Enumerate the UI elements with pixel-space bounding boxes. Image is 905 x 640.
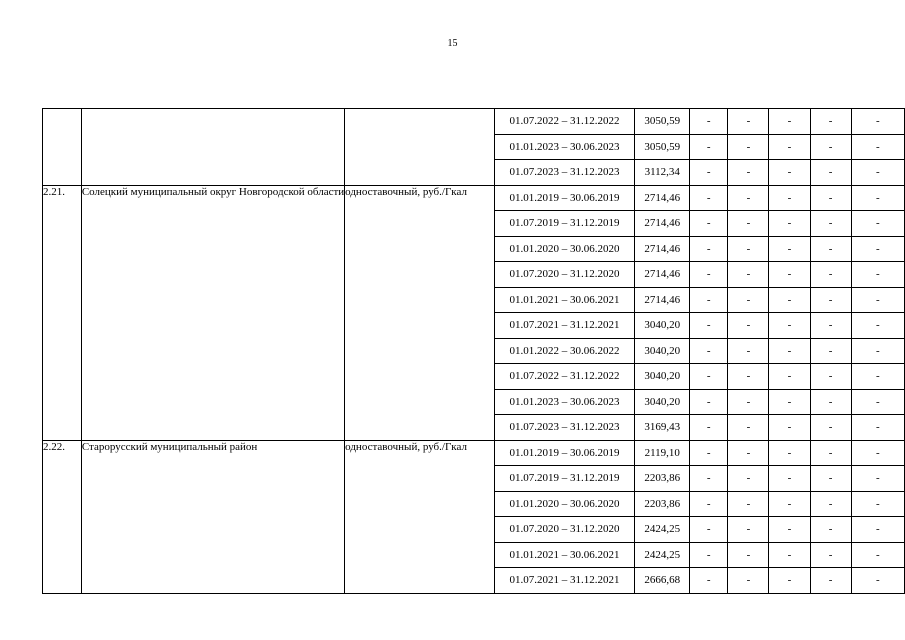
empty-value-cell: - [769, 389, 810, 415]
empty-value-cell: - [810, 338, 851, 364]
period-cell: 01.01.2023 – 30.06.2023 [494, 134, 635, 160]
empty-value-cell: - [769, 109, 810, 135]
tariff-value-cell: 2119,10 [635, 440, 690, 466]
row-number-cell: 2.22. [43, 440, 82, 593]
municipality-name-cell: Старорусский муниципальный район [81, 440, 344, 593]
empty-value-cell: - [690, 109, 728, 135]
empty-value-cell: - [690, 262, 728, 288]
empty-value-cell: - [810, 313, 851, 339]
tariff-value-cell: 3050,59 [635, 134, 690, 160]
empty-value-cell: - [690, 491, 728, 517]
table-body [43, 109, 905, 594]
empty-value-cell: - [851, 262, 904, 288]
empty-value-cell: - [810, 109, 851, 135]
empty-value-cell: - [810, 542, 851, 568]
tariff-value-cell: 3040,20 [635, 389, 690, 415]
empty-value-cell: - [769, 287, 810, 313]
tariff-type-cell [345, 109, 494, 186]
empty-value-cell: - [810, 415, 851, 441]
period-cell: 01.07.2022 – 31.12.2022 [494, 364, 635, 390]
empty-value-cell: - [690, 389, 728, 415]
empty-value-cell: - [769, 134, 810, 160]
empty-value-cell: - [728, 134, 769, 160]
empty-value-cell: - [810, 262, 851, 288]
empty-value-cell: - [690, 466, 728, 492]
period-cell: 01.01.2019 – 30.06.2019 [494, 440, 635, 466]
empty-value-cell: - [728, 364, 769, 390]
empty-value-cell: - [810, 287, 851, 313]
tariff-value-cell: 3040,20 [635, 364, 690, 390]
empty-value-cell: - [728, 109, 769, 135]
empty-value-cell: - [728, 262, 769, 288]
tariff-value-cell: 2203,86 [635, 466, 690, 492]
empty-value-cell: - [769, 160, 810, 186]
empty-value-cell: - [728, 491, 769, 517]
table-row [43, 109, 905, 135]
tariff-type-cell: одноставочный, руб./Гкал [345, 440, 494, 593]
empty-value-cell: - [769, 415, 810, 441]
empty-value-cell: - [810, 134, 851, 160]
empty-value-cell: - [810, 160, 851, 186]
empty-value-cell: - [769, 236, 810, 262]
empty-value-cell: - [851, 389, 904, 415]
period-cell: 01.01.2021 – 30.06.2021 [494, 287, 635, 313]
tariff-value-cell: 2714,46 [635, 211, 690, 237]
empty-value-cell: - [851, 542, 904, 568]
empty-value-cell: - [851, 568, 904, 594]
tariff-value-cell: 3112,34 [635, 160, 690, 186]
empty-value-cell: - [810, 568, 851, 594]
empty-value-cell: - [690, 517, 728, 543]
empty-value-cell: - [769, 491, 810, 517]
period-cell: 01.01.2019 – 30.06.2019 [494, 185, 635, 211]
empty-value-cell: - [769, 568, 810, 594]
empty-value-cell: - [690, 236, 728, 262]
empty-value-cell: - [851, 364, 904, 390]
empty-value-cell: - [851, 517, 904, 543]
empty-value-cell: - [728, 517, 769, 543]
empty-value-cell: - [728, 338, 769, 364]
empty-value-cell: - [690, 440, 728, 466]
empty-value-cell: - [810, 211, 851, 237]
empty-value-cell: - [769, 262, 810, 288]
period-cell: 01.07.2019 – 31.12.2019 [494, 466, 635, 492]
empty-value-cell: - [690, 134, 728, 160]
empty-value-cell: - [690, 287, 728, 313]
empty-value-cell: - [690, 211, 728, 237]
empty-value-cell: - [810, 466, 851, 492]
empty-value-cell: - [728, 185, 769, 211]
empty-value-cell: - [810, 491, 851, 517]
empty-value-cell: - [851, 236, 904, 262]
empty-value-cell: - [769, 517, 810, 543]
empty-value-cell: - [690, 338, 728, 364]
empty-value-cell: - [769, 440, 810, 466]
empty-value-cell: - [728, 440, 769, 466]
period-cell: 01.07.2019 – 31.12.2019 [494, 211, 635, 237]
period-cell: 01.01.2020 – 30.06.2020 [494, 491, 635, 517]
tariff-value-cell: 2666,68 [635, 568, 690, 594]
period-cell: 01.07.2023 – 31.12.2023 [494, 415, 635, 441]
period-cell: 01.01.2023 – 30.06.2023 [494, 389, 635, 415]
empty-value-cell: - [851, 338, 904, 364]
empty-value-cell: - [769, 542, 810, 568]
empty-value-cell: - [851, 415, 904, 441]
empty-value-cell: - [769, 313, 810, 339]
period-cell: 01.07.2020 – 31.12.2020 [494, 517, 635, 543]
empty-value-cell: - [810, 236, 851, 262]
tariff-value-cell: 2714,46 [635, 262, 690, 288]
empty-value-cell: - [690, 364, 728, 390]
empty-value-cell: - [851, 134, 904, 160]
empty-value-cell: - [728, 287, 769, 313]
empty-value-cell: - [810, 517, 851, 543]
empty-value-cell: - [690, 160, 728, 186]
period-cell: 01.01.2020 – 30.06.2020 [494, 236, 635, 262]
empty-value-cell: - [728, 568, 769, 594]
municipality-name-cell [81, 109, 344, 186]
empty-value-cell: - [769, 211, 810, 237]
empty-value-cell: - [851, 313, 904, 339]
period-cell: 01.07.2022 – 31.12.2022 [494, 109, 635, 135]
period-cell: 01.07.2021 – 31.12.2021 [494, 313, 635, 339]
tariff-value-cell: 2714,46 [635, 287, 690, 313]
empty-value-cell: - [851, 109, 904, 135]
empty-value-cell: - [769, 338, 810, 364]
empty-value-cell: - [851, 440, 904, 466]
empty-value-cell: - [810, 364, 851, 390]
period-cell: 01.07.2021 – 31.12.2021 [494, 568, 635, 594]
empty-value-cell: - [728, 415, 769, 441]
empty-value-cell: - [690, 568, 728, 594]
period-cell: 01.01.2021 – 30.06.2021 [494, 542, 635, 568]
empty-value-cell: - [728, 466, 769, 492]
empty-value-cell: - [769, 466, 810, 492]
table-row [43, 440, 905, 466]
tariff-value-cell: 2714,46 [635, 236, 690, 262]
row-number-cell [43, 109, 82, 186]
empty-value-cell: - [728, 160, 769, 186]
empty-value-cell: - [851, 491, 904, 517]
empty-value-cell: - [851, 287, 904, 313]
empty-value-cell: - [810, 440, 851, 466]
page-number: 15 [447, 38, 458, 49]
period-cell: 01.07.2023 – 31.12.2023 [494, 160, 635, 186]
tariff-value-cell: 3050,59 [635, 109, 690, 135]
tariff-value-cell: 2424,25 [635, 517, 690, 543]
tariff-value-cell: 2424,25 [635, 542, 690, 568]
empty-value-cell: - [690, 542, 728, 568]
empty-value-cell: - [851, 211, 904, 237]
empty-value-cell: - [851, 185, 904, 211]
empty-value-cell: - [728, 542, 769, 568]
empty-value-cell: - [810, 185, 851, 211]
empty-value-cell: - [728, 389, 769, 415]
table-row [43, 185, 905, 211]
empty-value-cell: - [690, 415, 728, 441]
period-cell: 01.01.2022 – 30.06.2022 [494, 338, 635, 364]
empty-value-cell: - [728, 236, 769, 262]
tariff-value-cell: 3040,20 [635, 313, 690, 339]
empty-value-cell: - [690, 313, 728, 339]
empty-value-cell: - [769, 364, 810, 390]
empty-value-cell: - [851, 466, 904, 492]
period-cell: 01.07.2020 – 31.12.2020 [494, 262, 635, 288]
municipality-name-cell: Солецкий муниципальный округ Новгородской области [81, 185, 344, 440]
tariff-value-cell: 2203,86 [635, 491, 690, 517]
tariff-value-cell: 2714,46 [635, 185, 690, 211]
empty-value-cell: - [690, 185, 728, 211]
empty-value-cell: - [851, 160, 904, 186]
tariff-type-cell: одноставочный, руб./Гкал [345, 185, 494, 440]
tariff-value-cell: 3040,20 [635, 338, 690, 364]
empty-value-cell: - [728, 313, 769, 339]
empty-value-cell: - [728, 211, 769, 237]
tariff-value-cell: 3169,43 [635, 415, 690, 441]
row-number-cell: 2.21. [43, 185, 82, 440]
tariff-table [42, 108, 905, 594]
empty-value-cell: - [769, 185, 810, 211]
empty-value-cell: - [810, 389, 851, 415]
